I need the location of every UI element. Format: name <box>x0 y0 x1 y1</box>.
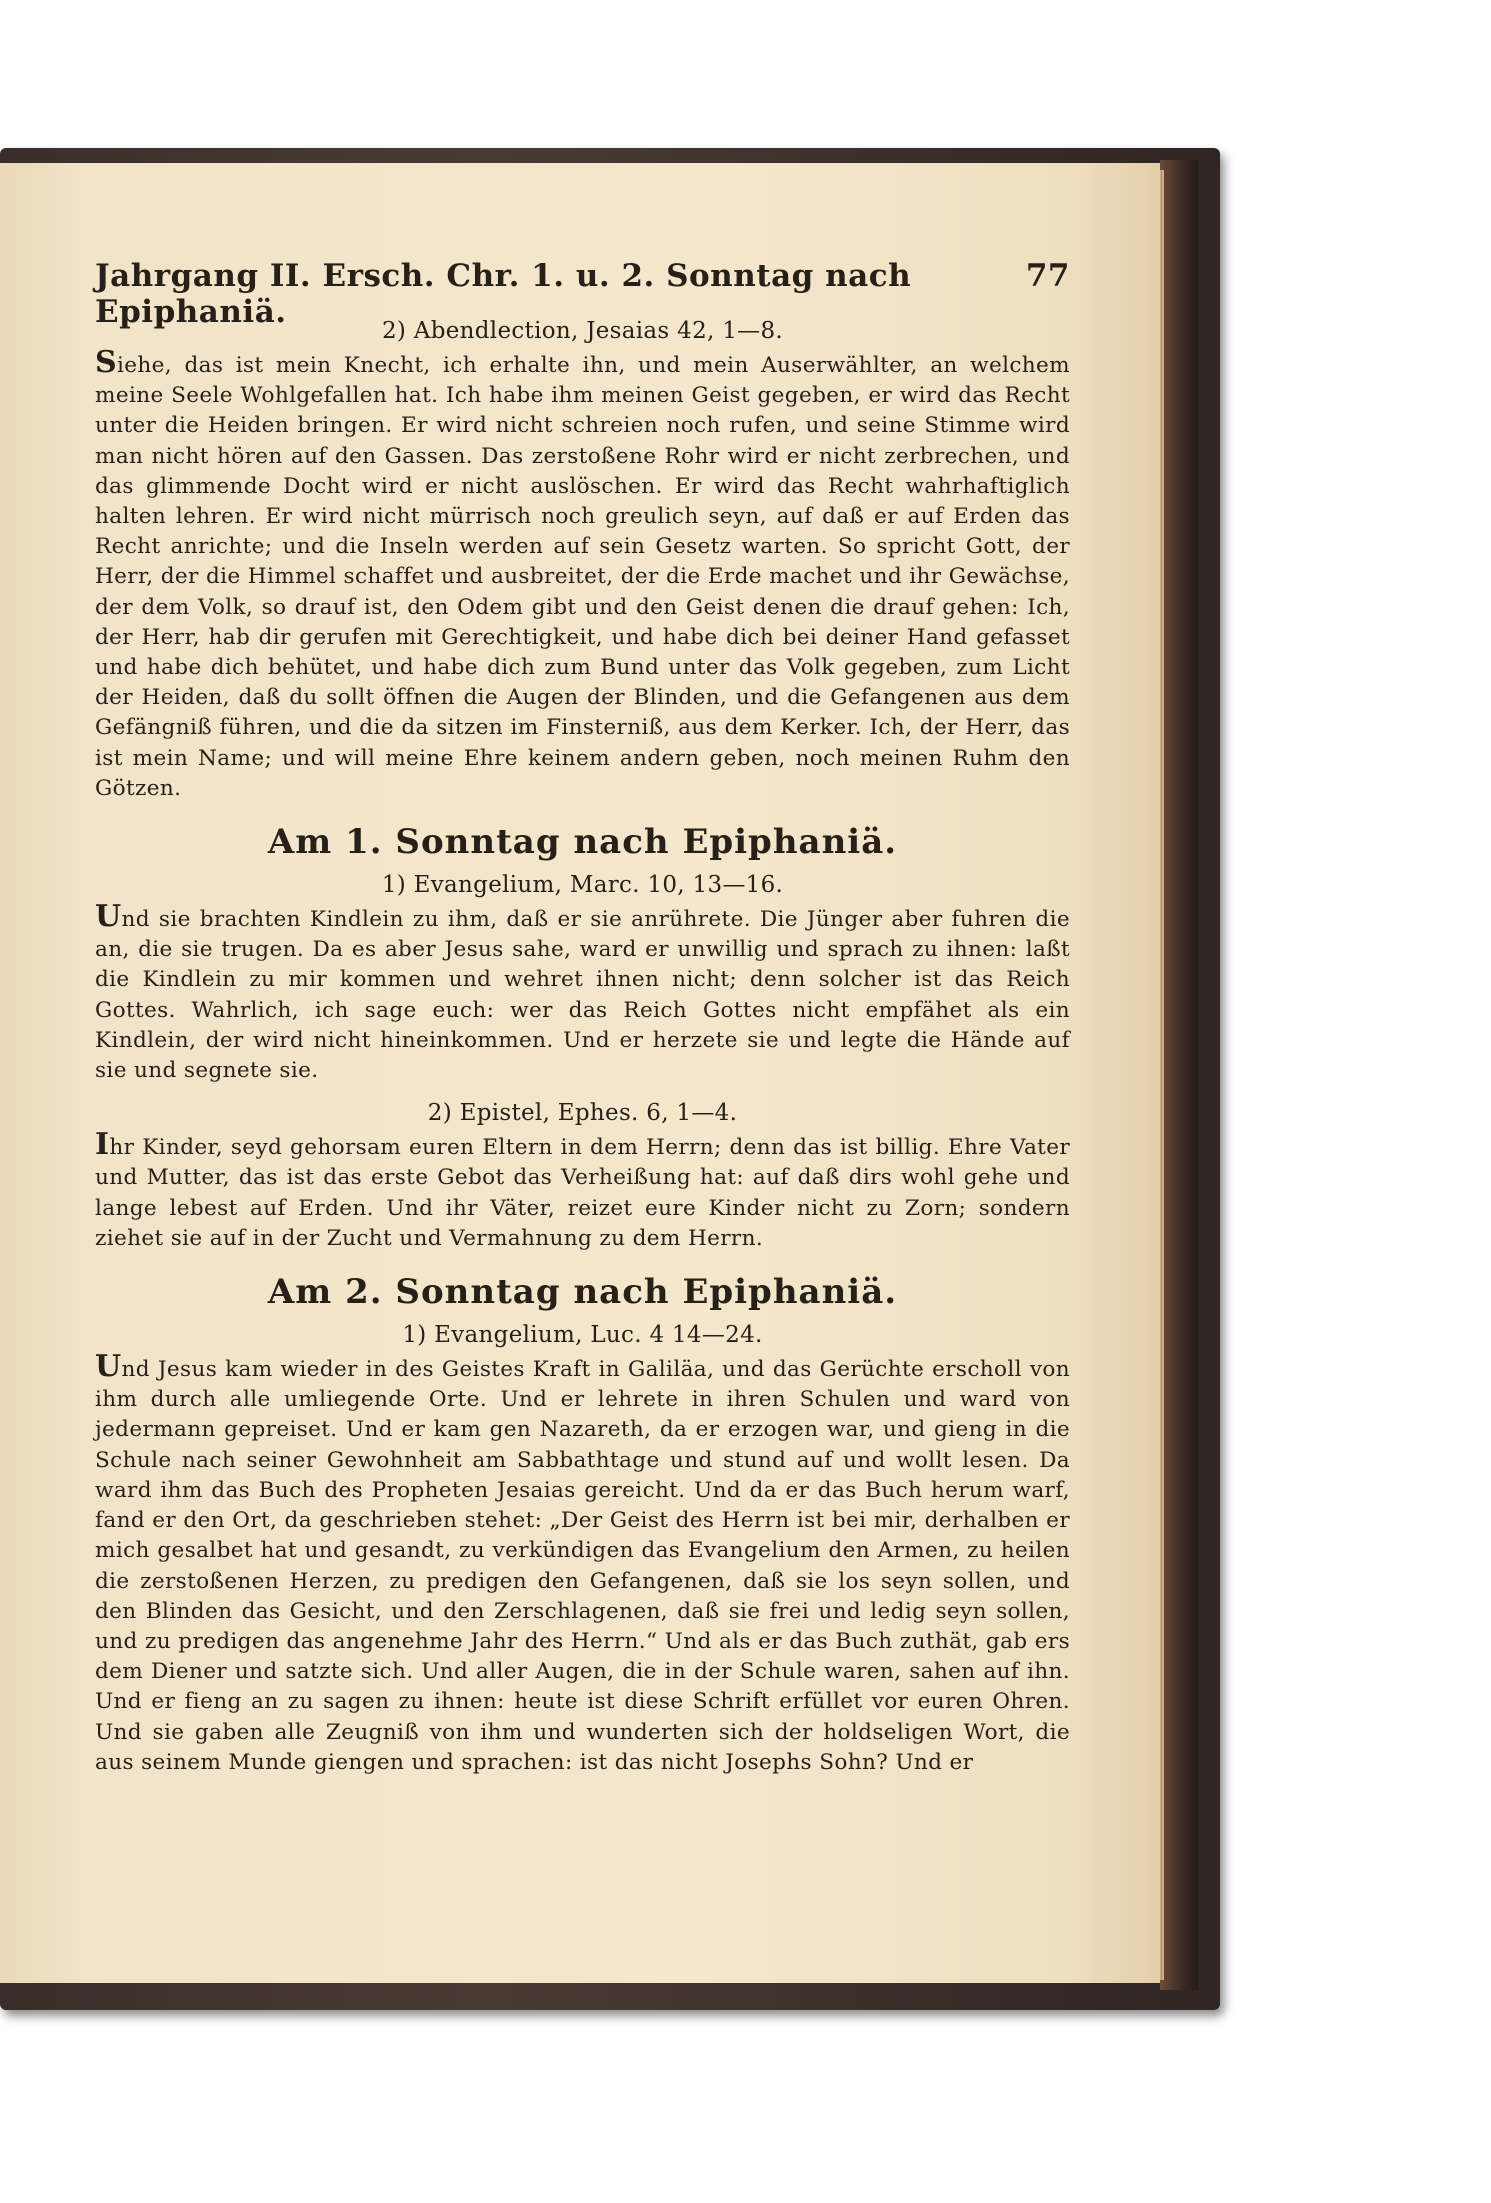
page-content <box>95 258 1070 1778</box>
paragraph-body: hr Kinder, seyd gehorsam euren Eltern in dem Herrn; denn das ist billig. Ehre Vater und Mutter, das ist das erste Gebot das Verheißung hat: auf daß dirs wohl gehe und lange lebest auf Erden. Und ihr Väter, reizet eure Kinder nicht zu Zorn; sondern ziehet sie auf in der Zucht und Vermahnung zu dem Herrn. <box>95 1135 1070 1251</box>
dropcap: I <box>95 1127 110 1163</box>
sunday-1-heading: Am 1. Sonntag nach Epiphaniä. <box>267 822 898 863</box>
sunday-2-heading: Am 2. Sonntag nach Epiphaniä. <box>267 1272 898 1313</box>
sunday-1-epistle-subheading: 2) Epistel, Ephes. 6, 1—4. <box>427 1100 738 1127</box>
sunday-1-epistle-text <box>95 1127 1070 1254</box>
sunday-1-gospel-text <box>95 899 1070 1086</box>
sunday-1-gospel-subheading: 1) Evangelium, Marc. 10, 13—16. <box>381 872 784 899</box>
abendlection-text <box>95 345 1070 804</box>
dropcap: U <box>95 899 122 935</box>
book-spine-edge <box>1160 160 1198 1990</box>
sunday-2-gospel-subheading: 1) Evangelium, Luc. 4 14—24. <box>402 1322 763 1349</box>
paragraph-body: nd sie brachten Kindlein zu ihm, daß er sie anrührete. Die Jünger aber fuhren die an, die sie trugen. Da es aber Jesus sahe, ward er unwillig und sprach zu ihnen: laßt die Kindlein zu mir kommen und wehret ihnen nicht; denn solcher ist das Reich Gottes. Wahrlich, ich sage euch: wer das Reich Gottes nicht empfähet als ein Kindlein, der wird nicht hineinkommen. Und er herzete sie und legte die Hände auf sie und segnete sie. <box>95 907 1070 1084</box>
running-title: Jahrgang II. Ersch. Chr. 1. u. 2. Sonntag nach Epiphaniä. <box>95 258 912 330</box>
page-number: 77 <box>1025 258 1070 294</box>
dropcap: S <box>95 345 118 380</box>
paragraph-body: nd Jesus kam wieder in des Geistes Kraft in Galiläa, und das Gerüchte erscholl von ihm durch alle umliegende Orte. Und er lehrete in ihren Schulen und ward von jedermann gepreiset. Und er kam gen Nazareth, da er erzogen war, und gieng in die Schule nach seiner Gewohnheit am Sabbathtage und stund auf und wollt lesen. Da ward ihm das Buch des Propheten Jesaias gereicht. Und da er das Buch herum warf, fand er den Ort, da geschrieben stehet: „Der Geist des Herrn ist bei mir, derhalben er mich gesalbet hat und gesandt, zu verkündigen das Evangelium den Armen, zu heilen die zerstoßenen Herzen, zu predigen den Gefangenen, daß sie los seyn sollen, und den Blinden das Gesicht, und den Zerschlagenen, daß sie frei und ledig seyn sollen, und zu predigen das angenehme Jahr des Herrn.“ Und als er das Buch zuthät, gab ers dem Diener und satzte sich. Und aller Augen, die in der Schule waren, sahen auf ihn. Und er fieng an zu sagen zu ihnen: heute ist diese Schrift erfüllet vor euren Ohren. Und sie gaben alle Zeugniß von ihm und wunderten sich der holdseligen Wort, die aus seinem Munde giengen und sprachen: ist das nicht Josephs Sohn? Und er <box>95 1357 1070 1775</box>
paragraph-body: iehe, das ist mein Knecht, ich erhalte ihn, und mein Auserwählter, an welchem meine Seele Wohlgefallen hat. Ich habe ihm meinen Geist gegeben, er wird das Recht unter die Heiden bringen. Er wird nicht schreien noch rufen, und seine Stimme wird man nicht hören auf den Gassen. Das zerstoßene Rohr wird er nicht zerbrechen, und das glimmende Docht wird er nicht auslöschen. Er wird das Recht wahrhaftiglich halten lehren. Er wird nicht mürrisch noch greulich seyn, auf daß er auf Erden das Recht anrichte; und die Inseln werden auf sein Gesetz warten. So spricht Gott, der Herr, der die Himmel schaffet und ausbreitet, der die Erde machet und ihr Gewächse, der dem Volk, so drauf ist, den Odem gibt und den Geist denen die drauf gehen: Ich, der Herr, hab dir gerufen mit Gerechtigkeit, und habe dich bei deiner Hand gefasset und habe dich behütet, und habe dich zum Bund unter das Volk gegeben, zum Licht der Heiden, daß du sollt öffnen die Augen der Blinden, und die Gefangenen aus dem Gefängniß führen, und die da sitzen im Finsterniß, aus dem Kerker. Ich, der Herr, das ist mein Name; und will meine Ehre keinem andern geben, noch meinen Ruhm den Götzen. <box>95 353 1070 801</box>
abendlection-subheading: 2) Abendlection, Jesaias 42, 1—8. <box>381 318 784 344</box>
running-header <box>95 258 1070 330</box>
sunday-2-gospel-text <box>95 1349 1070 1778</box>
book-page <box>0 163 1160 1983</box>
dropcap: U <box>95 1349 122 1385</box>
